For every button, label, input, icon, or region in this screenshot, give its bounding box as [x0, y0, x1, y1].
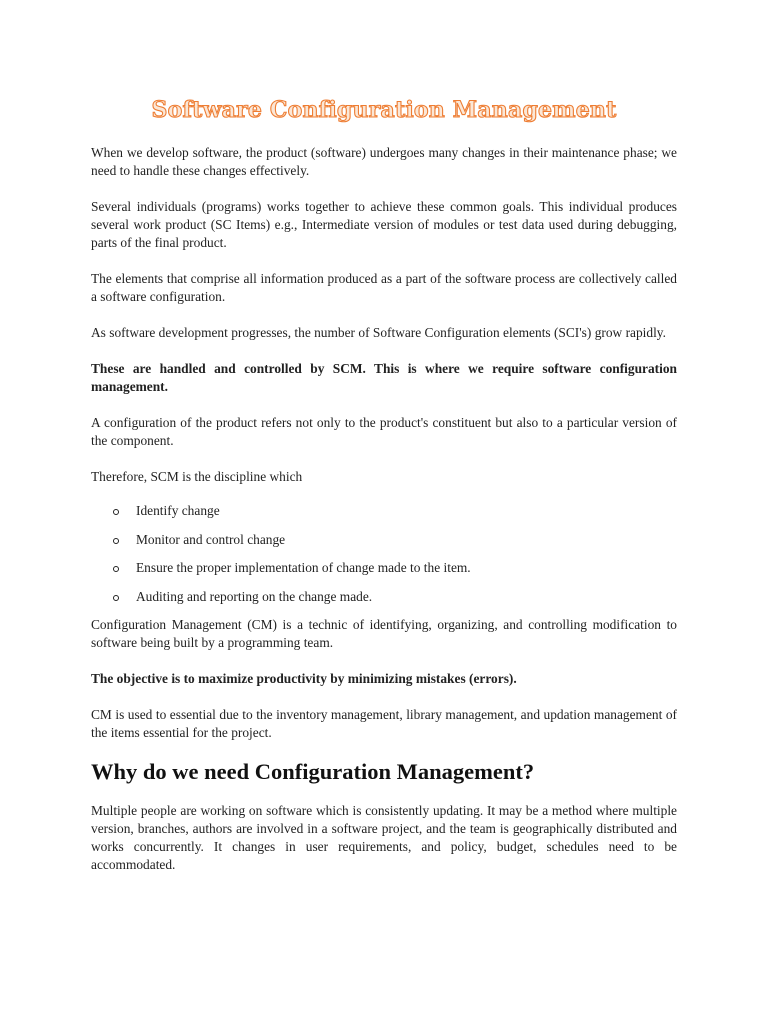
paragraph-configuration: A configuration of the product refers not only to the product's constituent but also to a particular version of the component.	[91, 415, 677, 448]
paragraph-cm-definition: Configuration Management (CM) is a technic of identifying, organizing, and controlling modification to software being built by a programming team.	[91, 617, 677, 650]
discipline-list	[91, 502, 677, 606]
paragraph-discipline: Therefore, SCM is the discipline which	[91, 469, 303, 484]
paragraph-cm-usage: CM is used to essential due to the inventory management, library management, and updation management of the items essential for the project.	[91, 707, 677, 740]
document-title: Software Configuration Management	[151, 97, 617, 123]
section-heading: Why do we need Configuration Management?	[91, 759, 535, 784]
list-item-text: Auditing and reporting on the change made.	[136, 588, 373, 604]
paragraph-progress: As software development progresses, the number of Software Configuration elements (SCI's) grow rapidly.	[91, 325, 666, 340]
list-item	[91, 559, 677, 577]
circle-bullet-icon	[113, 595, 119, 601]
paragraph-intro: When we develop software, the product (software) undergoes many changes in their maintenance phase; we need to handle these changes effectively.	[91, 145, 677, 178]
paragraph-objective-bold: The objective is to maximize productivity by minimizing mistakes (errors).	[91, 671, 517, 686]
list-item	[91, 502, 677, 520]
paragraph-individuals: Several individuals (programs) works together to achieve these common goals. This individual produces several work product (SC Items) e.g., Intermediate version of modules or test data used during debugging, parts of the final product.	[91, 199, 677, 250]
paragraph-why-cm: Multiple people are working on software which is consistently updating. It may be a method where multiple version, branches, authors are involved in a software project, and the team is geographically distributed and works concurrently. It changes in user requirements, and policy, budget, schedules need to be accommodated.	[91, 803, 677, 872]
circle-bullet-icon	[113, 509, 119, 515]
paragraph-scm-bold: These are handled and controlled by SCM. This is where we require software configuration management.	[91, 361, 677, 394]
list-item	[91, 588, 677, 606]
list-item-text: Monitor and control change	[136, 531, 286, 547]
list-item	[91, 531, 677, 549]
list-item-text: Ensure the proper implementation of change made to the item.	[136, 560, 471, 575]
circle-bullet-icon	[113, 538, 119, 544]
list-item-text: Identify change	[136, 503, 220, 518]
document-page	[91, 96, 677, 874]
circle-bullet-icon	[113, 566, 119, 572]
paragraph-elements: The elements that comprise all information produced as a part of the software process are collectively called a software configuration.	[91, 271, 677, 304]
